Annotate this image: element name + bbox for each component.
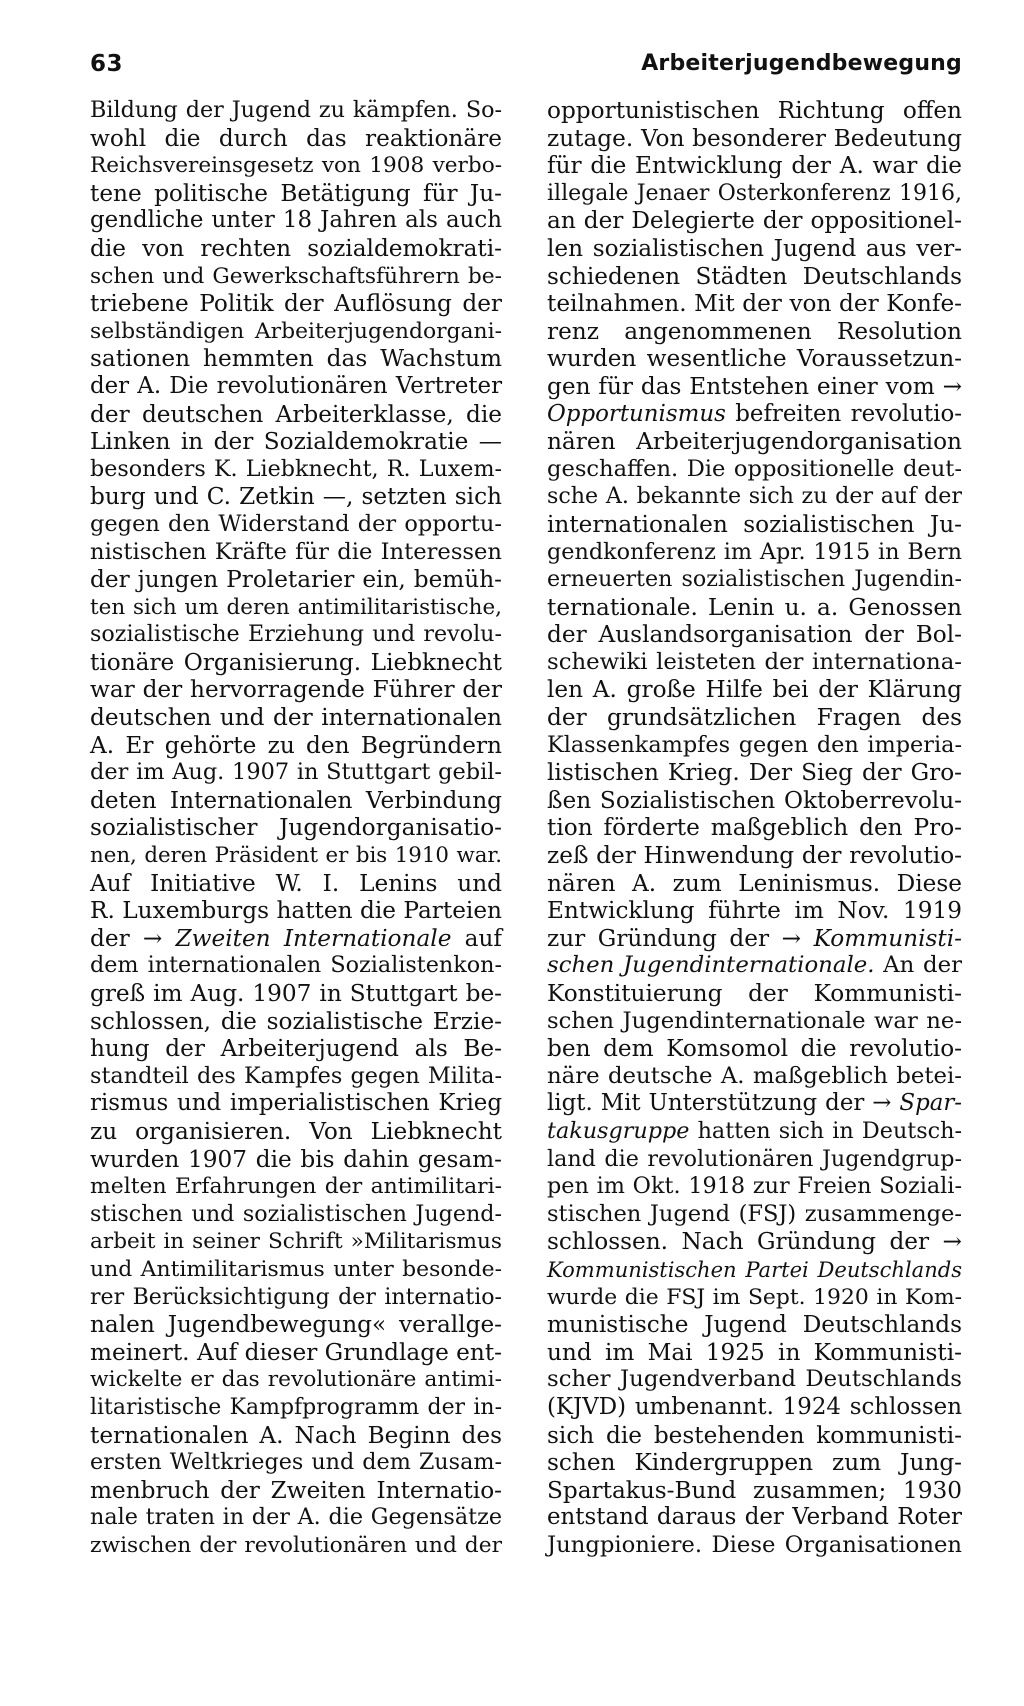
text-line: A. Er gehörte zu den Begründern (90, 731, 502, 759)
text-line: Spartakus-Bund zusammen; 1930 (547, 1476, 962, 1504)
text-line: Auf Initiative W. I. Lenins und (90, 869, 502, 897)
text-line: ten sich um deren antimilitaristische, (90, 594, 502, 620)
text-line: näre deutsche A. maßgeblich betei- (547, 1062, 962, 1089)
text-line: tion förderte maßgeblich den Pro- (547, 814, 962, 842)
text-line: Kommunistischen Partei Deutschlands (547, 1256, 962, 1282)
text-line: sich die bestehenden kommunisti- (547, 1421, 962, 1449)
text-line: teilnahmen. Mit der von der Konfe- (547, 290, 962, 318)
text-line: ternationale. Lenin u. a. Genossen (547, 593, 962, 621)
text-line: len A. große Hilfe bei der Klärung (547, 676, 962, 704)
text-line: Linken in der Sozialdemokratie — (90, 428, 502, 456)
text-line: standteil des Kampfes gegen Milita- (90, 1062, 502, 1089)
text-line: rer Berücksichtigung der internatio- (90, 1284, 502, 1310)
text-line: opportunistischen Richtung offen (547, 97, 962, 124)
text-line: schen und Gewerkschaftsführern be- (90, 263, 502, 289)
text-line: der grundsätzlichen Fragen des (547, 704, 962, 732)
text-line: ligt. Mit Unterstützung der → Spar- (547, 1090, 962, 1117)
text-line: zur Gründung der → Kommunisti- (547, 924, 962, 952)
text-line: schlossen. Nach Gründung der → (547, 1228, 962, 1256)
text-line: und im Mai 1925 in Kommunisti- (547, 1338, 962, 1366)
text-line: gendkonferenz im Apr. 1915 in Bern (547, 538, 962, 565)
text-line: nistischen Kräfte für die Interessen (90, 538, 502, 565)
text-line: menbruch der Zweiten Internatio- (90, 1476, 502, 1504)
text-line: wohl die durch das reaktionäre (90, 124, 502, 152)
text-line: sozialistische Erziehung und revolu- (90, 621, 502, 648)
text-line: gegen den Widerstand der opportu- (90, 510, 502, 537)
text-line: stischen und sozialistischen Jugend- (90, 1200, 502, 1227)
text-line: litaristische Kampfprogramm der in- (90, 1394, 502, 1420)
right-column (547, 97, 962, 1559)
text-line: illegale Jenaer Osterkonferenz 1916, (547, 180, 962, 206)
text-line: wurden wesentliche Voraussetzun- (547, 345, 962, 373)
text-line: tene politische Betätigung für Ju- (90, 179, 502, 207)
text-line: ersten Weltkrieges und dem Zusam- (90, 1449, 502, 1476)
text-line: schen Jugendinternationale war ne- (547, 1007, 962, 1034)
text-line: Reichsvereinsgesetz von 1908 verbo- (90, 153, 502, 179)
text-line: wickelte er das revolutionäre antimi- (90, 1367, 502, 1393)
text-line: selbständigen Arbeiterjugendorgani- (90, 318, 502, 344)
text-line: deutschen und der internationalen (90, 704, 502, 732)
text-line: und Antimilitarismus unter besonde- (90, 1256, 502, 1282)
text-line: ternationalen A. Nach Beginn des (90, 1421, 502, 1449)
text-line: der jungen Proletarier ein, bemüh- (90, 566, 502, 594)
text-line: schen Jugendinternationale. An der (547, 952, 963, 979)
text-line: takusgruppe hatten sich in Deutsch- (547, 1117, 962, 1144)
text-line: burg und C. Zetkin —, setzten sich (90, 483, 502, 511)
text-line: für die Entwicklung der A. war die (547, 152, 962, 180)
text-line: Jungpioniere. Diese Organisationen (547, 1531, 962, 1558)
text-line: hung der Arbeiterjugend als Be- (90, 1035, 502, 1063)
left-column (90, 97, 502, 1559)
text-line: der → Zweiten Internationale auf (90, 924, 502, 952)
text-line: arbeit in seiner Schrift »Militarismus (90, 1229, 502, 1255)
text-line: der Auslandsorganisation der Bol- (547, 621, 962, 649)
text-line: ben dem Komsomol die revolutio- (547, 1035, 962, 1063)
running-head: Arbeiterjugendbewegung (641, 51, 962, 76)
text-line: war der hervorragende Führer der (90, 676, 502, 704)
text-line: gen für das Entstehen einer vom → (547, 372, 962, 400)
text-line: nale traten in der A. die Gegensätze (90, 1504, 502, 1531)
text-line: ßen Sozialistischen Oktoberrevolu- (547, 786, 962, 814)
text-line: der A. Die revolutionären Vertreter (90, 372, 502, 399)
text-line: wurden 1907 die bis dahin gesam- (90, 1145, 502, 1173)
text-line: nären A. zum Leninismus. Diese (547, 869, 962, 897)
text-line: rismus und imperialistischen Krieg (90, 1090, 502, 1117)
text-line: schewiki leisteten der internationa- (547, 648, 962, 675)
text-line: nen, deren Präsident er bis 1910 war. (90, 843, 502, 869)
text-line: die von rechten sozialdemokrati- (90, 234, 502, 262)
text-line: erneuerten sozialistischen Jugendin- (547, 566, 962, 593)
text-line: zutage. Von besonderer Bedeutung (547, 124, 962, 152)
page-number: 63 (90, 51, 124, 77)
text-line: pen im Okt. 1918 zur Freien Soziali- (547, 1173, 962, 1200)
text-line: zu organisieren. Von Liebknecht (90, 1117, 502, 1145)
text-line: triebene Politik der Auflösung der (90, 290, 502, 318)
text-line: Opportunismus befreiten revolutio- (547, 400, 962, 427)
text-line: tionäre Organisierung. Liebknecht (90, 648, 502, 676)
text-line: der deutschen Arbeiterklasse, die (90, 400, 502, 428)
text-line: stischen Jugend (FSJ) zusammenge- (547, 1200, 962, 1227)
text-line: meinert. Auf dieser Grundlage ent- (90, 1338, 502, 1366)
text-line: nalen Jugendbewegung« verallge- (90, 1311, 502, 1339)
text-line: besonders K. Liebknecht, R. Luxem- (90, 455, 502, 482)
text-line: listischen Krieg. Der Sieg der Gro- (547, 759, 962, 787)
text-line: scher Jugendverband Deutschlands (547, 1366, 962, 1393)
text-line: schlossen, die sozialistische Erzie- (90, 1007, 502, 1035)
text-line: wurde die FSJ im Sept. 1920 in Kom- (547, 1284, 962, 1310)
text-line: zwischen der revolutionären und der (90, 1532, 502, 1558)
text-line: len sozialistischen Jugend aus ver- (547, 234, 962, 262)
text-line: land die revolutionären Jugendgrup- (547, 1145, 962, 1172)
text-line: greß im Aug. 1907 in Stuttgart be- (90, 980, 502, 1007)
text-line: dem internationalen Sozialistenkon- (90, 952, 502, 979)
text-line: schiedenen Städten Deutschlands (547, 262, 962, 290)
text-line: zeß der Hinwendung der revolutio- (547, 842, 962, 870)
text-line: melten Erfahrungen der antimilitari- (90, 1174, 502, 1200)
text-line: entstand daraus der Verband Roter (547, 1504, 962, 1531)
text-line: munistische Jugend Deutschlands (547, 1311, 962, 1339)
text-line: renz angenommenen Resolution (547, 317, 962, 345)
text-line: der im Aug. 1907 in Stuttgart gebil- (90, 759, 502, 786)
text-line: Bildung der Jugend zu kämpfen. So- (90, 97, 502, 123)
text-line: sozialistischer Jugendorganisatio- (90, 814, 502, 842)
text-line: deten Internationalen Verbindung (90, 786, 502, 814)
text-line: sationen hemmten das Wachstum (90, 345, 502, 373)
text-line: an der Delegierte der oppositionel- (547, 207, 962, 235)
text-line: internationalen sozialistischen Ju- (547, 510, 962, 538)
text-line: nären Arbeiterjugendorganisation (547, 428, 962, 456)
text-line: Entwicklung führte im Nov. 1919 (547, 897, 962, 925)
text-line: gendliche unter 18 Jahren als auch (90, 207, 502, 234)
text-line: (KJVD) umbenannt. 1924 schlossen (547, 1393, 962, 1420)
text-line: sche A. bekannte sich zu der auf der (547, 483, 962, 510)
text-line: Konstituierung der Kommunisti- (547, 980, 962, 1007)
text-line: Klassenkampfes gegen den imperia- (547, 731, 962, 758)
text-line: geschaffen. Die oppositionelle deut- (547, 455, 962, 482)
text-line: schen Kindergruppen zum Jung- (547, 1449, 962, 1477)
text-line: R. Luxemburgs hatten die Parteien (90, 897, 502, 925)
